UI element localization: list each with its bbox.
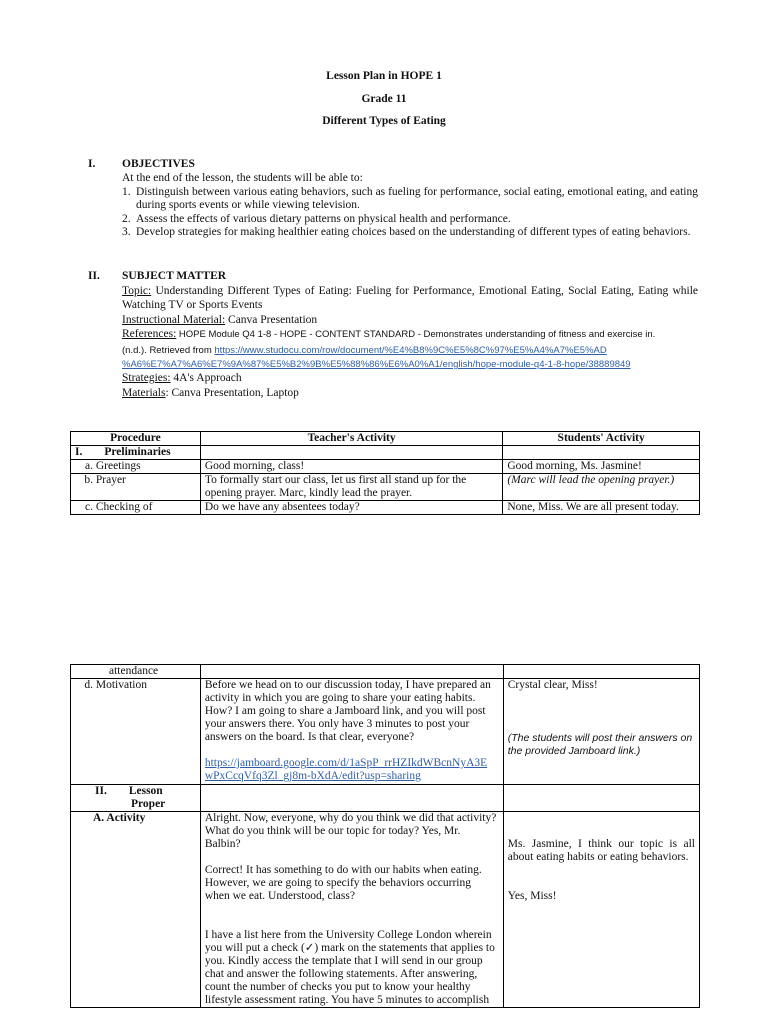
subject-references xyxy=(122,328,722,342)
preliminaries-cell xyxy=(71,446,201,460)
objectives-heading: OBJECTIVES xyxy=(122,158,195,170)
im-label: Instructional Material: xyxy=(122,314,226,326)
ref-link-2[interactable]: %A6%E7%A7%A6%E7%9A%87%E5%B2%9B%E5%88%86%E6%A0%A1/english/hope-module-q4-1-8-hope/38889849 xyxy=(122,359,631,370)
title-line-1: Lesson Plan in HOPE 1 xyxy=(326,70,442,82)
lesson-title-1: Lesson xyxy=(128,785,163,797)
table-row-activity xyxy=(71,812,700,1008)
objectives-list xyxy=(122,186,698,240)
subject-topic xyxy=(122,285,698,312)
table-row xyxy=(71,460,700,474)
row-student: None, Miss. We are all present today. xyxy=(503,501,700,515)
motivation-student-1: Crystal clear, Miss! xyxy=(507,679,598,691)
title-line-2: Grade 11 xyxy=(361,93,407,105)
table-row-continuation xyxy=(71,665,700,679)
activity-student-2: Yes, Miss! xyxy=(507,890,557,902)
table-row-preliminaries xyxy=(71,446,700,460)
objective-item xyxy=(122,213,698,227)
row-procedure: Greetings xyxy=(95,460,141,472)
row-letter: c. xyxy=(85,501,93,513)
motivation-teacher xyxy=(200,679,503,785)
row-procedure: Prayer xyxy=(95,474,126,486)
activity-student-1: Ms. Jasmine, I think our topic is all about eating habits or eating behaviors. xyxy=(507,838,695,863)
row-teacher: Do we have any absentees today? xyxy=(200,501,502,515)
row-procedure: Checking of xyxy=(95,501,153,513)
prelim-num: I. xyxy=(75,446,83,458)
row-teacher: To formally start our class, let us first all stand up for the opening prayer. Marc, kindly lead the prayer. xyxy=(200,474,502,501)
subject-ref-url-line xyxy=(122,344,607,358)
ref-text: HOPE Module Q4 1-8 - HOPE - CONTENT STANDARD - Demonstrates understanding of fitness and exercise in. xyxy=(176,329,656,340)
subject-heading: SUBJECT MATTER xyxy=(122,270,227,282)
objective-item xyxy=(122,186,698,213)
subject-instructional-material xyxy=(122,314,317,328)
activity-teacher xyxy=(200,812,503,1008)
row-procedure: Motivation xyxy=(95,679,147,691)
row-letter: d. xyxy=(84,679,93,691)
objective-number: 3. xyxy=(122,226,131,238)
ref-link-1[interactable]: https://www.studocu.com/row/document/%E4%B8%9C%E5%8C%97%E5%A4%A7%E5%AD xyxy=(214,345,607,356)
im-text: Canva Presentation xyxy=(225,314,318,326)
objectives-intro: At the end of the lesson, the students will be able to: xyxy=(122,172,363,184)
activity-label: A. Activity xyxy=(71,812,201,1008)
procedure-table-1 xyxy=(70,431,700,515)
strat-label: Strategies: xyxy=(122,372,171,384)
subject-strategies xyxy=(122,372,242,386)
lesson-num: II. xyxy=(95,785,107,797)
title-line-3: Different Types of Eating xyxy=(322,115,446,127)
motivation-student-2: (The students will post their answers on the provided Jamboard link.) xyxy=(507,732,693,757)
objectives-section xyxy=(122,172,698,240)
row-student: Good morning, Ms. Jasmine! xyxy=(503,460,700,474)
prelim-title: Preliminaries xyxy=(104,446,171,458)
row-teacher: Good morning, class! xyxy=(200,460,502,474)
mat-text: : Canva Presentation, Laptop xyxy=(165,387,299,399)
header-teacher: Teacher's Activity xyxy=(200,432,502,446)
subject-ref-url-line-2 xyxy=(122,358,631,372)
topic-label: Topic: xyxy=(122,285,152,297)
objective-number: 2. xyxy=(122,212,131,225)
subject-number: II. xyxy=(88,270,100,282)
row-student: (Marc will lead the opening prayer.) xyxy=(503,474,700,501)
row-letter: b. xyxy=(84,474,93,486)
mat-label: Materials xyxy=(122,387,166,399)
row-letter: a. xyxy=(85,460,93,472)
activity-teacher-2: Correct! It has something to do with our habits when eating. However, we are going to specify the behaviors occurring when we eat. Understood, class? xyxy=(204,864,482,902)
objective-text: Distinguish between various eating behaviors, such as fueling for performance, social eating, emotional eating, and eating during sports events or while viewing television. xyxy=(136,185,698,211)
subject-materials xyxy=(122,387,299,401)
header-students: Students' Activity xyxy=(503,432,700,446)
activity-student xyxy=(503,812,699,1008)
objective-item xyxy=(122,226,698,240)
objective-text: Develop strategies for making healthier eating choices based on the understanding of different types of eating behaviors. xyxy=(136,226,691,238)
lesson-title-2: Proper xyxy=(131,798,166,810)
attendance-cont: attendance xyxy=(71,665,201,679)
table-row-motivation xyxy=(71,679,700,785)
topic-text: Understanding Different Types of Eating: Fueling for Performance, Emotional Eating, Social Eating, Eating while Watching TV or Sports Events xyxy=(122,285,698,311)
table-row xyxy=(71,474,700,501)
table-row-lesson-proper xyxy=(71,785,700,812)
lesson-proper-cell xyxy=(71,785,201,812)
objectives-number: I. xyxy=(88,158,96,170)
procedure-table-2 xyxy=(70,664,700,1008)
table-header-row xyxy=(71,432,700,446)
ref-label: References: xyxy=(122,328,177,340)
activity-teacher-3: I have a list here from the University College London wherein you will put a check (✓) mark on the statements that applies to you. Kindly access the template that I will send in our group chat and answer the following statements. After answering, count the number of checks you put to know your healthy lifestyle assessment rating. You have 5 minutes to accomplish xyxy=(204,929,495,1006)
ref-retrieved: (n.d.). Retrieved from xyxy=(122,345,215,356)
header-procedure: Procedure xyxy=(71,432,201,446)
activity-teacher-1: Alright. Now, everyone, why do you think we did that activity? What do you think will be our topic for today? Yes, Mr. Balbin? xyxy=(204,812,497,850)
jamboard-link[interactable]: https://jamboard.google.com/d/1aSpP_rrHZIkdWBcnNyA3EwPxCcqVfq3Zl_gj8m-bXdA/edit?usp=sharing xyxy=(204,757,488,782)
objective-number: 1. xyxy=(122,185,131,198)
motivation-student xyxy=(503,679,699,785)
objective-text: Assess the effects of various dietary patterns on physical health and performance. xyxy=(136,212,511,225)
motivation-teacher-text: Before we head on to our discussion today, I have prepared an activity in which you are going to share your eating habits. How? I am going to share a Jamboard link, and you will post your answers there. You only have 3 minutes to post your answers on the board. Is that clear, everyone? xyxy=(204,679,491,743)
strat-text: 4A's Approach xyxy=(170,372,242,384)
table-row xyxy=(71,501,700,515)
